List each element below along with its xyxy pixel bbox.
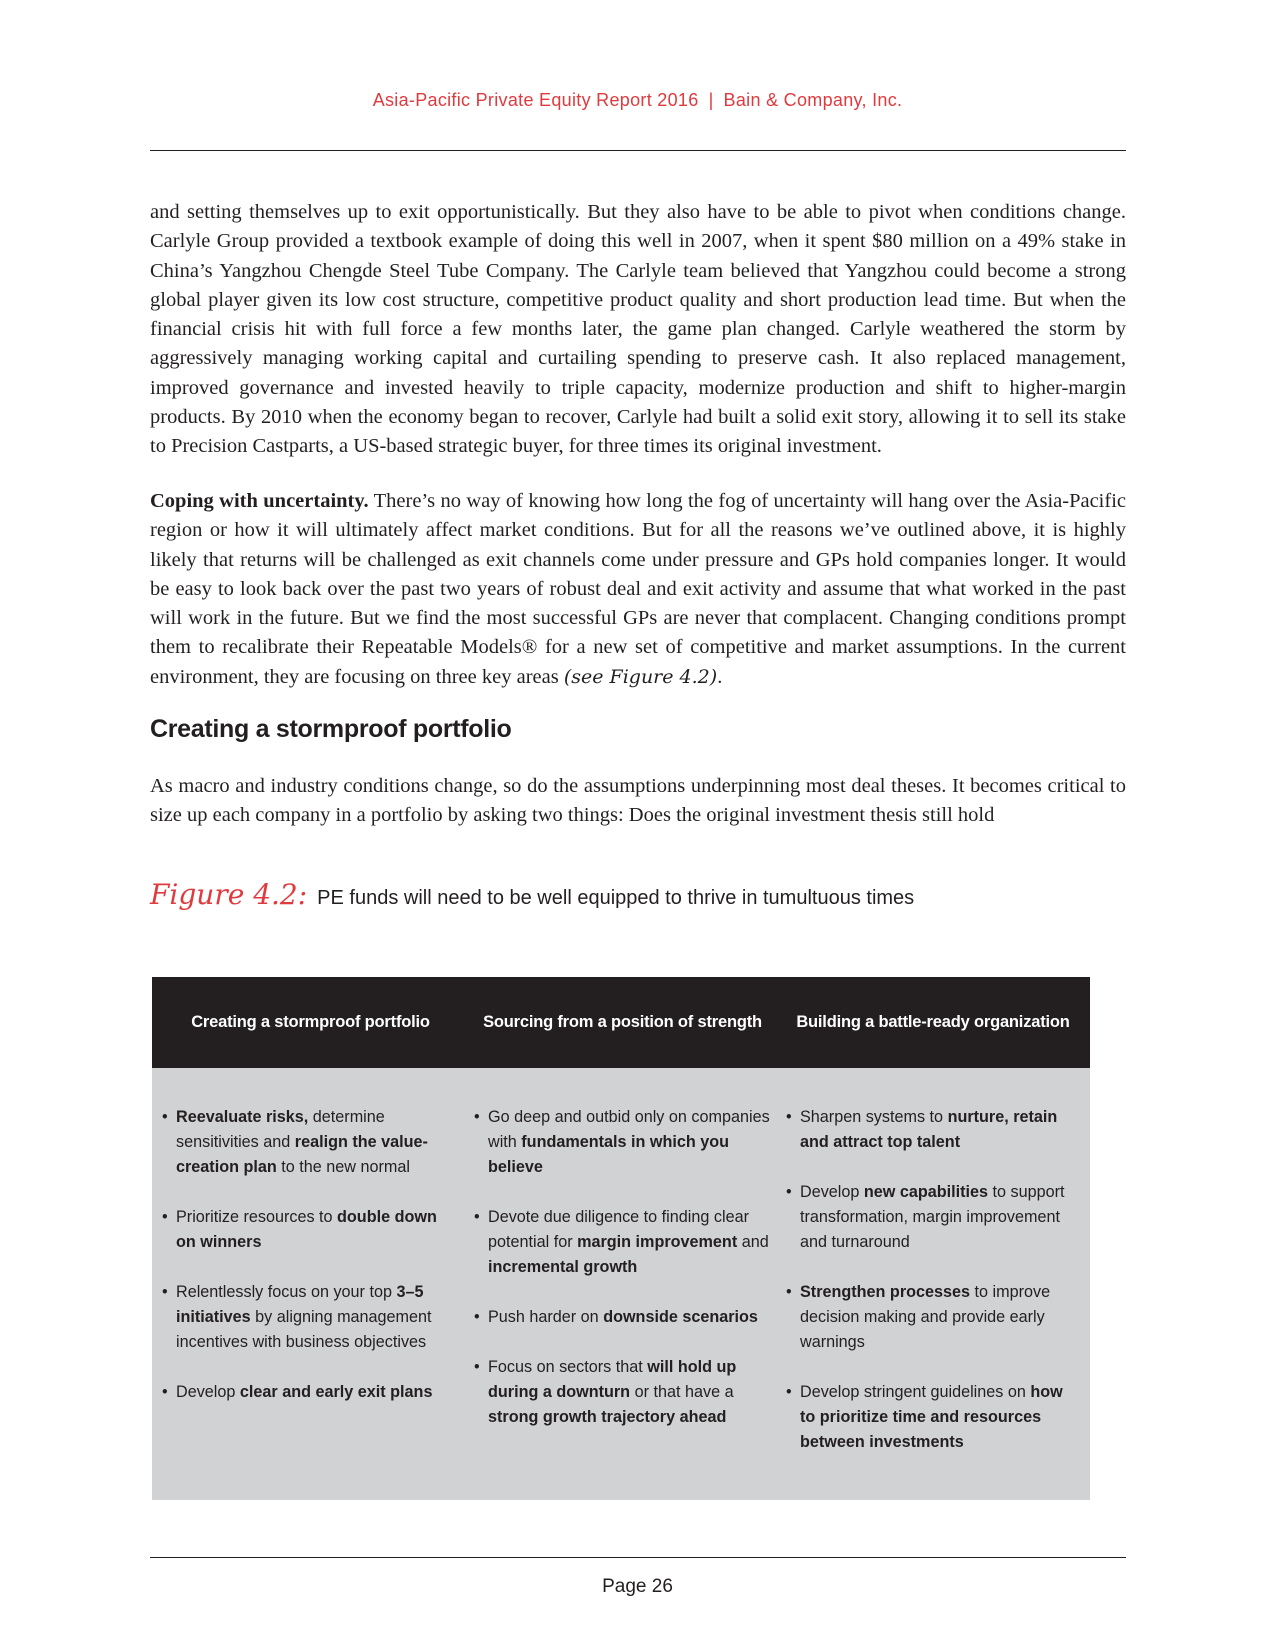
bullet-item xyxy=(474,1205,773,1280)
bullet-text: Develop xyxy=(176,1383,240,1401)
body-paragraph-2 xyxy=(150,487,1126,692)
running-header xyxy=(150,90,1125,111)
bullet-emphasis: will hold up during a downturn xyxy=(488,1358,737,1401)
bullet-emphasis: double down on winners xyxy=(176,1208,437,1251)
bullet-emphasis: margin improvement xyxy=(577,1233,738,1251)
body-paragraph-3: As macro and industry conditions change, so do the assumptions underpinning most deal theses. It becomes critical to size up each company in a portfolio by asking two things: Does the original investment thesis still hold xyxy=(150,775,1126,827)
bullet-emphasis: new capabilities xyxy=(863,1183,989,1201)
bullet-item xyxy=(474,1105,773,1180)
section-heading: Creating a stormproof portfolio xyxy=(150,715,512,743)
bullet-text: Go deep and outbid only on companies with xyxy=(488,1108,770,1151)
page-number: Page 26 xyxy=(602,1576,673,1597)
bullet-text: Develop xyxy=(800,1183,864,1201)
bullet-emphasis: Strengthen processes xyxy=(800,1283,971,1301)
bullet-text: Develop stringent guidelines on xyxy=(800,1383,1031,1401)
header-separator: | xyxy=(708,90,714,110)
bullet-item xyxy=(474,1305,773,1330)
figure-title xyxy=(150,878,914,911)
bullet-emphasis: nurture, retain and attract top talent xyxy=(800,1108,1058,1151)
bullet-text: or that have a xyxy=(630,1383,734,1401)
bullet-text: to improve decision making and provide early warnings xyxy=(800,1283,1051,1351)
bullet-text: by aligning management incentives with business objectives xyxy=(176,1308,432,1351)
bullet-item xyxy=(474,1355,773,1430)
column-header: Sourcing from a position of strength xyxy=(464,977,781,1068)
figure-caption: PE funds will need to be well equipped to thrive in tumultuous times xyxy=(317,887,915,909)
column-list xyxy=(776,1068,1090,1455)
bullet-item xyxy=(162,1105,461,1180)
bullet-item xyxy=(786,1380,1082,1455)
company-name: Bain & Company, Inc. xyxy=(723,90,903,110)
bullet-text: Relentlessly focus on your top xyxy=(176,1283,397,1301)
bullet-item xyxy=(162,1380,461,1405)
column-battle-ready-organization xyxy=(776,977,1090,1500)
column-header: Creating a stormproof portfolio xyxy=(152,977,469,1068)
column-stormproof-portfolio xyxy=(152,977,469,1500)
bullet-item xyxy=(786,1280,1082,1355)
bullet-text: and xyxy=(737,1233,769,1251)
figure-label: Figure 4.2: xyxy=(150,878,308,911)
bullet-emphasis: realign the value-creation plan xyxy=(176,1133,428,1176)
bullet-text: determine sensitivities and xyxy=(176,1108,385,1151)
bullet-item xyxy=(162,1205,461,1255)
column-sourcing-strength xyxy=(464,977,781,1500)
bullet-emphasis: how to prioritize time and resources between investments xyxy=(800,1383,1063,1451)
paragraph-lead: Coping with uncertainty. xyxy=(150,490,369,512)
bullet-text: to the new normal xyxy=(276,1158,410,1176)
bullet-text: Devote due diligence to finding clear potential for xyxy=(488,1208,749,1251)
figure-columns xyxy=(152,977,1126,1500)
paragraph-text: There’s no way of knowing how long the fog of uncertainty will hang over the Asia-Pacific region or how it will ultimately affect market conditions. But for all the reasons we’ve outlined above, it is highly likely that returns will be challenged as exit channels come under pressure and GPs hold companies longer. It would be easy to look back over the past two years of robust deal and exit activity and assume that what worked in the past will work in the future. But we find the most successful GPs are never that complacent. Changing conditions prompt them to recalibrate their Repeatable Models® for a new set of competitive and market assumptions. In the current environment, they are focusing on three key areas xyxy=(150,490,1126,688)
report-title: Asia-Pacific Private Equity Report 2016 xyxy=(372,90,699,110)
footer-rule xyxy=(150,1557,1126,1558)
bullet-emphasis: strong growth trajectory ahead xyxy=(488,1408,727,1426)
bullet-emphasis: 3–5 initiatives xyxy=(176,1283,424,1326)
paragraph-end: . xyxy=(717,665,723,688)
bullet-emphasis: incremental growth xyxy=(488,1258,638,1276)
bullet-item xyxy=(786,1180,1082,1255)
bullet-emphasis: Reevaluate risks, xyxy=(176,1108,309,1126)
bullet-emphasis: downside scenarios xyxy=(603,1308,758,1326)
bullet-emphasis: fundamentals in which you believe xyxy=(488,1133,730,1176)
bullet-item xyxy=(162,1280,461,1355)
bullet-text: Prioritize resources to xyxy=(176,1208,338,1226)
bullet-emphasis: clear and early exit plans xyxy=(239,1383,433,1401)
body-paragraph-1: and setting themselves up to exit opportunistically. But they also have to be able to pivot when conditions change. Carlyle Group provided a textbook example of doing this well in 2007, when it spent $80 million on a 49% stake in China’s Yangzhou Chengde Steel Tube Company. The Carlyle team believed that Yangzhou could become a strong global player given its low cost structure, competitive product quality and short production lead time. But when the financial crisis hit with full force a few months later, the game plan changed. Carlyle weathered the storm by aggressively managing working capital and curtailing spending to preserve cash. It also replaced management, improved governance and invested heavily to triple capacity, modernize production and shift to higher-margin products. By 2010 when the economy began to recover, Carlyle had built a solid exit story, allowing it to sell its stake to Precision Castparts, a US-based strategic buyer, for three times its original investment. xyxy=(150,201,1126,458)
bullet-text: Sharpen systems to xyxy=(800,1108,948,1126)
bullet-text: to support transformation, margin improvement and turnaround xyxy=(800,1183,1065,1251)
bullet-item xyxy=(786,1105,1082,1155)
bullet-text: Push harder on xyxy=(488,1308,604,1326)
figure-reference: (see Figure 4.2) xyxy=(563,665,718,688)
bullet-text: Focus on sectors that xyxy=(488,1358,648,1376)
column-list xyxy=(464,1068,781,1430)
column-list xyxy=(152,1068,469,1405)
header-rule xyxy=(150,150,1126,151)
column-header: Building a battle-ready organization xyxy=(776,977,1090,1068)
